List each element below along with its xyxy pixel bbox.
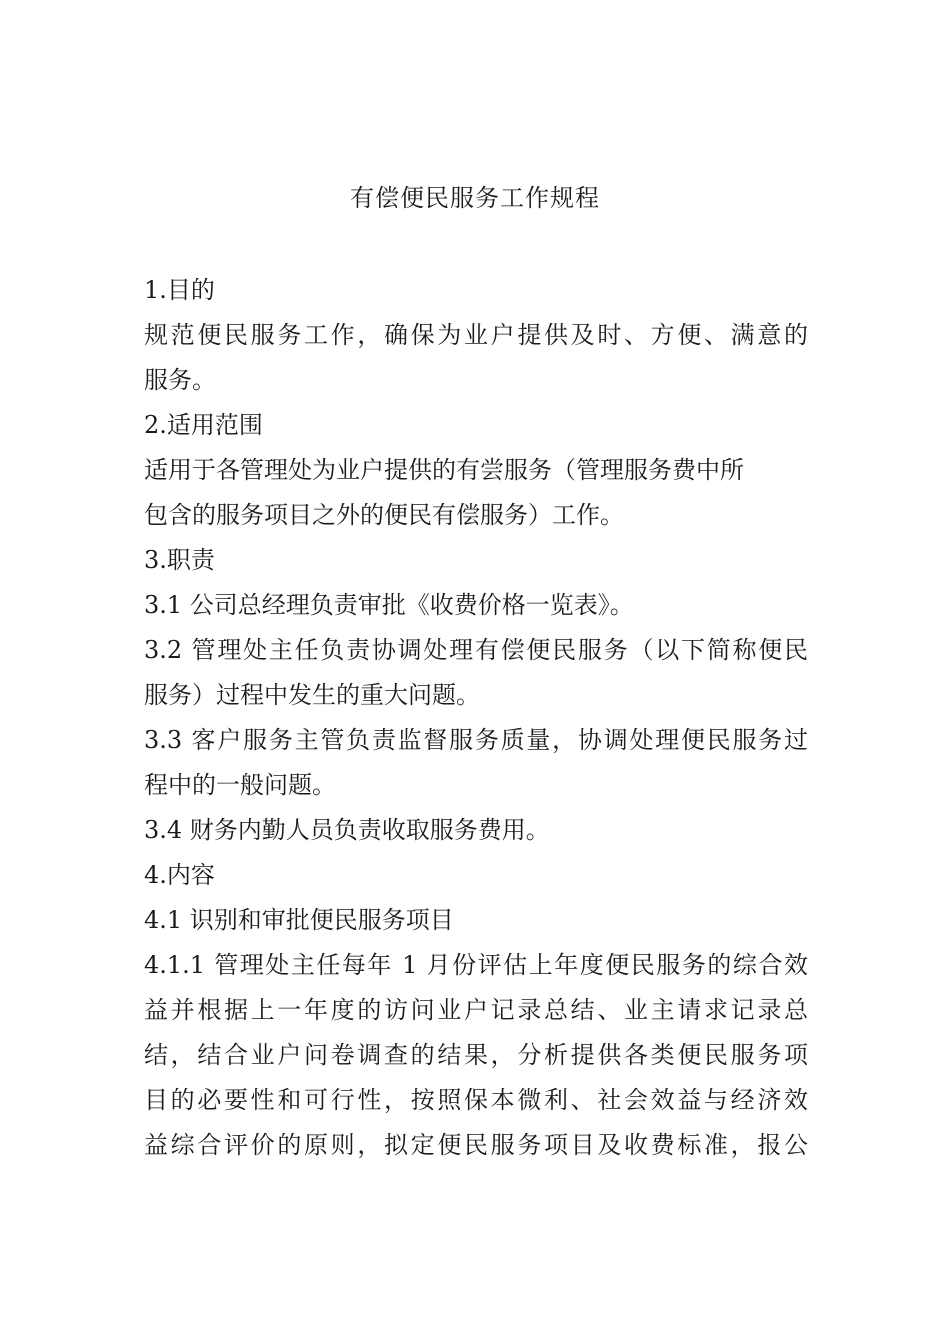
paragraph-line: 4.1 识别和审批便民服务项目 xyxy=(144,906,454,934)
paragraph-line: 服务）过程中发生的重大问题。 xyxy=(144,681,480,709)
document-body xyxy=(144,268,808,1168)
paragraph-line: 规范便民服务工作，确保为业户提供及时、方便、满意的 xyxy=(144,321,808,349)
paragraph-line: 程中的一般问题。 xyxy=(144,771,336,799)
paragraph-line: 适用于各管理处为业户提供的有尝服务（管理服务费中所 xyxy=(144,456,744,484)
paragraph-line: 4.1.1 管理处主任每年 1 月份评估上年度便民服务的综合效 xyxy=(144,951,808,979)
paragraph-line: 1.目的 xyxy=(144,276,215,304)
paragraph-line: 益综合评价的原则，拟定便民服务项目及收费标准，报公 xyxy=(144,1131,808,1159)
paragraph-line: 服务。 xyxy=(144,366,216,394)
paragraph-line: 益并根据上一年度的访问业户记录总结、业主请求记录总 xyxy=(144,996,808,1024)
paragraph-line: 目的必要性和可行性，按照保本微利、社会效益与经济效 xyxy=(144,1086,808,1114)
paragraph-line: 结，结合业户问卷调查的结果，分析提供各类便民服务项 xyxy=(144,1041,808,1069)
paragraph-line: 2.适用范围 xyxy=(144,411,263,439)
paragraph-line: 3.2 管理处主任负责协调处理有偿便民服务（以下简称便民 xyxy=(144,636,808,664)
paragraph-line: 3.3 客户服务主管负责监督服务质量，协调处理便民服务过 xyxy=(144,726,808,754)
paragraph-line: 4.内容 xyxy=(144,861,215,889)
paragraph-line: 3.4 财务内勤人员负责收取服务费用。 xyxy=(144,816,550,844)
paragraph-line: 包含的服务项目之外的便民有偿服务）工作。 xyxy=(144,501,624,529)
document-title: 有偿便民服务工作规程 xyxy=(350,184,600,212)
paragraph-line: 3.职责 xyxy=(144,546,215,574)
paragraph-line: 3.1 公司总经理负责审批《收费价格一览表》。 xyxy=(144,591,634,619)
